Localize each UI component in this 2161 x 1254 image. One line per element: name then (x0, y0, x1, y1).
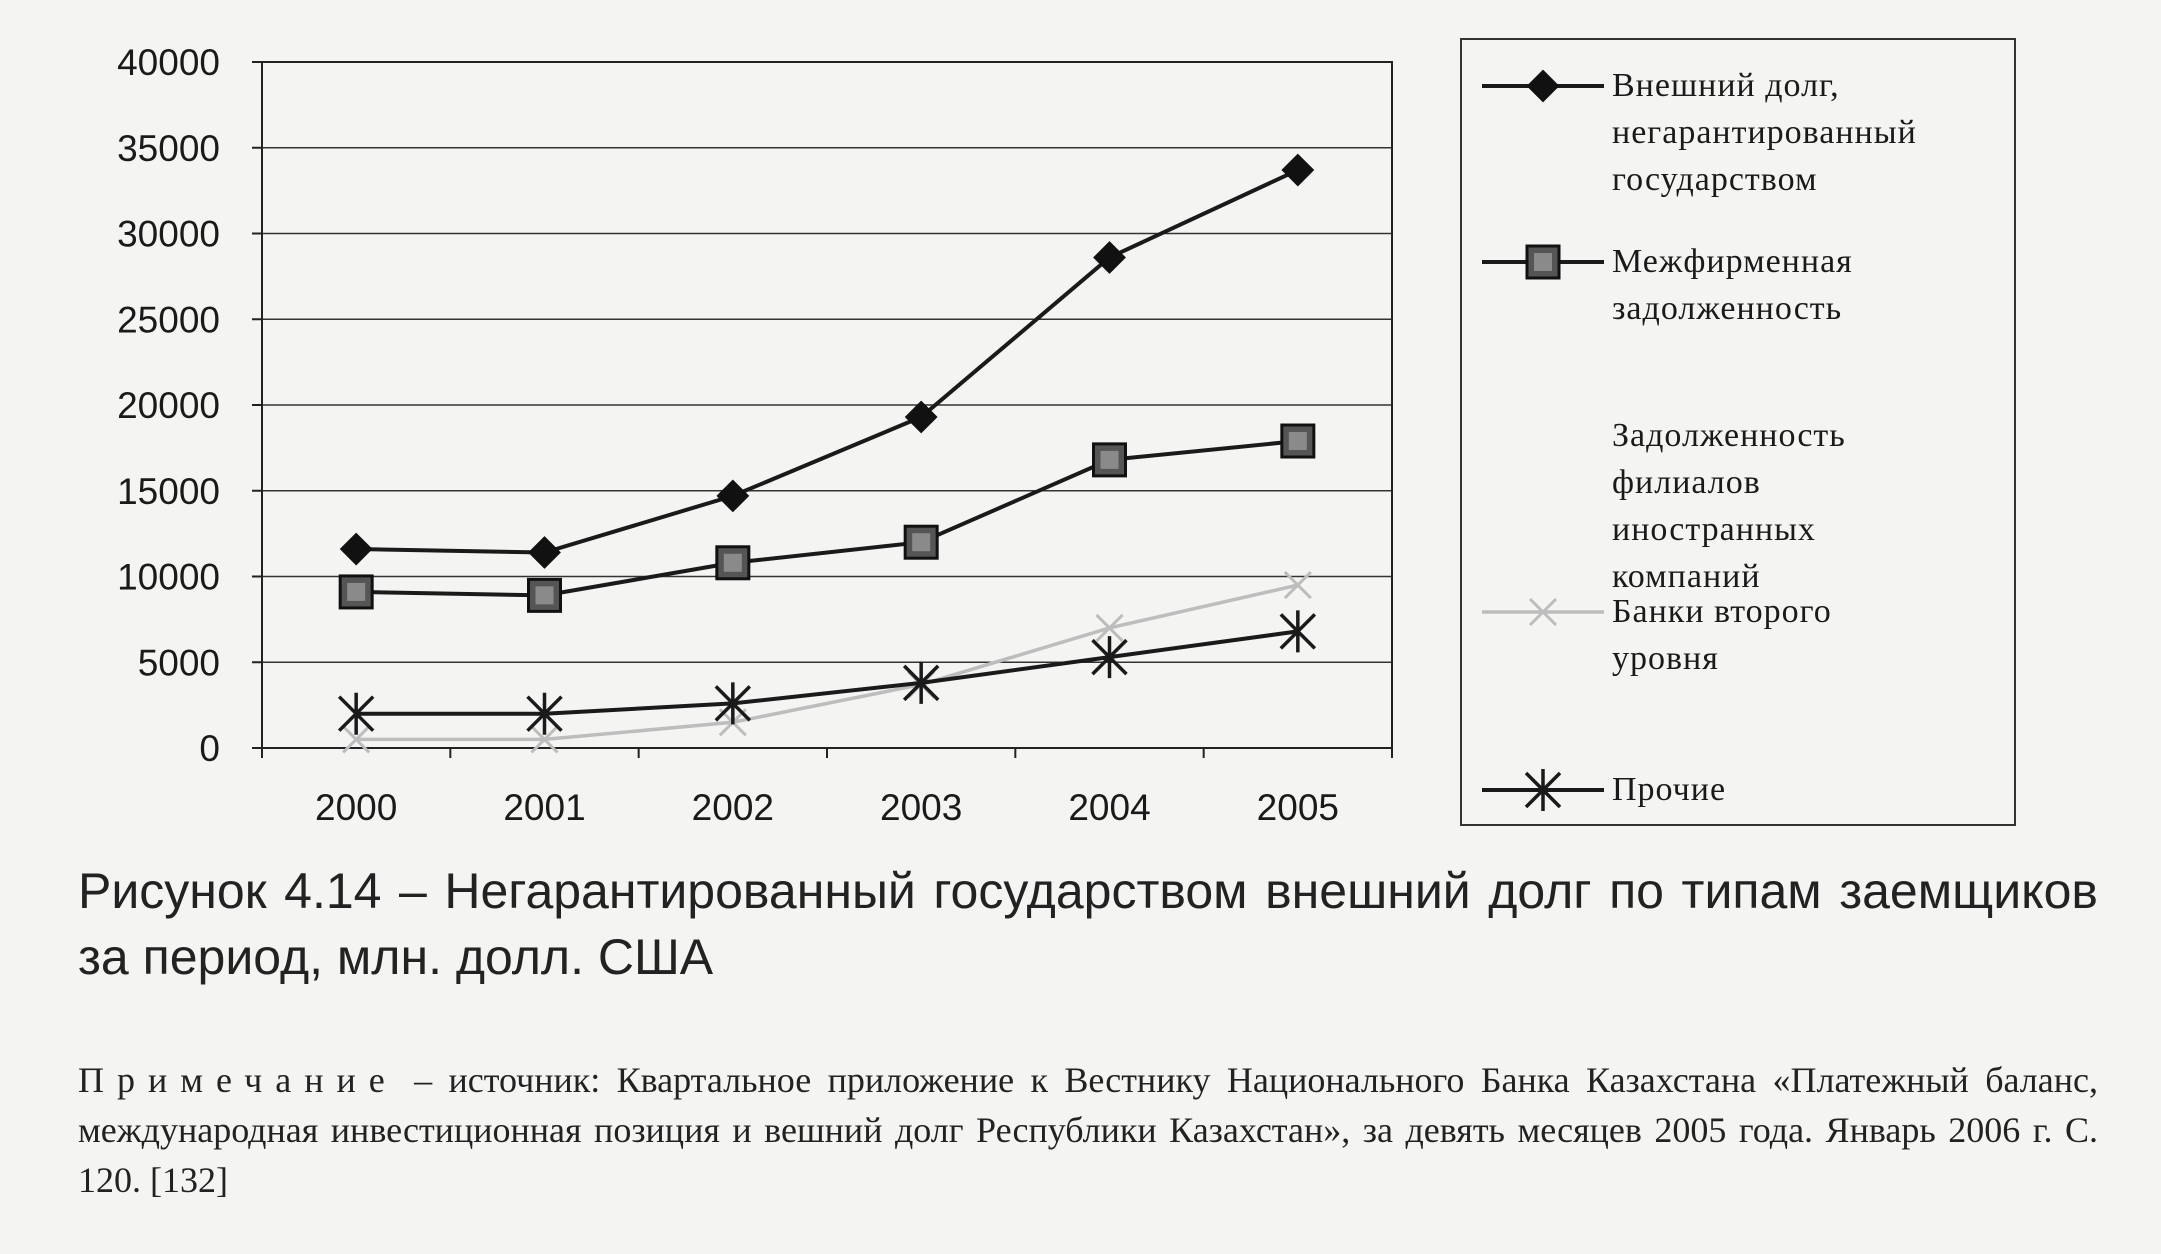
legend-item-1 (1612, 238, 2012, 332)
series-0 (341, 155, 1313, 567)
legend-label-line: Банки второго (1612, 593, 1832, 630)
data-point (718, 481, 748, 511)
series-line (356, 441, 1298, 595)
series-line (356, 631, 1298, 713)
x-tick-label: 2004 (1068, 787, 1151, 828)
legend-symbol-0 (1482, 71, 1604, 101)
legend-label-line: иностранных (1612, 511, 1816, 548)
source-note (78, 1055, 2098, 1205)
y-tick-label: 25000 (117, 299, 220, 341)
legend-label-line: государством (1612, 161, 1818, 198)
data-point (341, 534, 371, 564)
y-tick-label: 5000 (137, 642, 220, 684)
y-tick-label: 35000 (117, 127, 220, 169)
y-tick-label: 10000 (117, 556, 220, 598)
data-point (905, 526, 937, 558)
legend-symbol-3 (1482, 599, 1604, 625)
data-point (717, 547, 749, 579)
series-line (356, 170, 1298, 552)
y-tick-label: 15000 (117, 470, 220, 512)
legend-symbol-4 (1482, 769, 1604, 811)
x-tick-label: 2005 (1256, 787, 1339, 828)
legend-label-line: уровня (1612, 640, 1719, 677)
grid-lines (262, 148, 1392, 663)
x-tick-label: 2002 (691, 787, 774, 828)
series-4 (339, 610, 1315, 734)
data-point (530, 537, 560, 567)
legend-marker (1527, 246, 1559, 278)
figure-caption: Рисунок 4.14 – Негарантированный государством внешний долг по типам заемщиков за период, млн. долл. США (78, 863, 2098, 985)
legend-symbol-1 (1482, 246, 1604, 278)
note-text: – источник: Квартальное приложение к Вестнику Национального Банка Казахстана «Платежный баланс, международная инвестиционная позиция и вешний долг Республики Казахстан», за девять месяцев 2005 года. Январь 2006 г. С. 120. [132] (78, 1060, 2098, 1200)
y-tick-label: 20000 (117, 385, 220, 426)
legend-label-line: Межфирменная (1612, 243, 1853, 280)
x-tick-label: 2003 (880, 787, 963, 828)
legend-label-line: Задолженность (1612, 417, 1846, 454)
legend-label-line: негарантированный (1612, 114, 1917, 151)
data-point (1282, 425, 1314, 457)
legend (1460, 38, 2016, 826)
legend-label-line: Внешний долг, (1612, 67, 1840, 104)
y-axis (117, 42, 262, 769)
chart (0, 0, 1450, 840)
legend-item-2 (1612, 412, 2012, 600)
note-label: Примечание (78, 1060, 398, 1100)
data-point (529, 579, 561, 611)
data-point (1094, 444, 1126, 476)
data-point (1283, 155, 1313, 185)
legend-item-3 (1612, 588, 2012, 682)
y-tick-label: 0 (199, 728, 220, 769)
x-tick-label: 2001 (503, 787, 586, 828)
legend-label-line: компаний (1612, 558, 1761, 595)
y-tick-label: 40000 (117, 42, 220, 83)
data-point (340, 576, 372, 608)
legend-item-4 (1612, 766, 2012, 813)
legend-label-line: филиалов (1612, 464, 1761, 501)
legend-marker (1528, 71, 1558, 101)
legend-item-0 (1612, 62, 2012, 203)
series-1 (340, 425, 1314, 611)
legend-label-line: Прочие (1612, 771, 1727, 808)
y-tick-label: 30000 (117, 213, 220, 255)
x-tick-label: 2000 (315, 787, 398, 828)
legend-label-line: задолженность (1612, 290, 1843, 327)
x-axis (262, 748, 1392, 828)
